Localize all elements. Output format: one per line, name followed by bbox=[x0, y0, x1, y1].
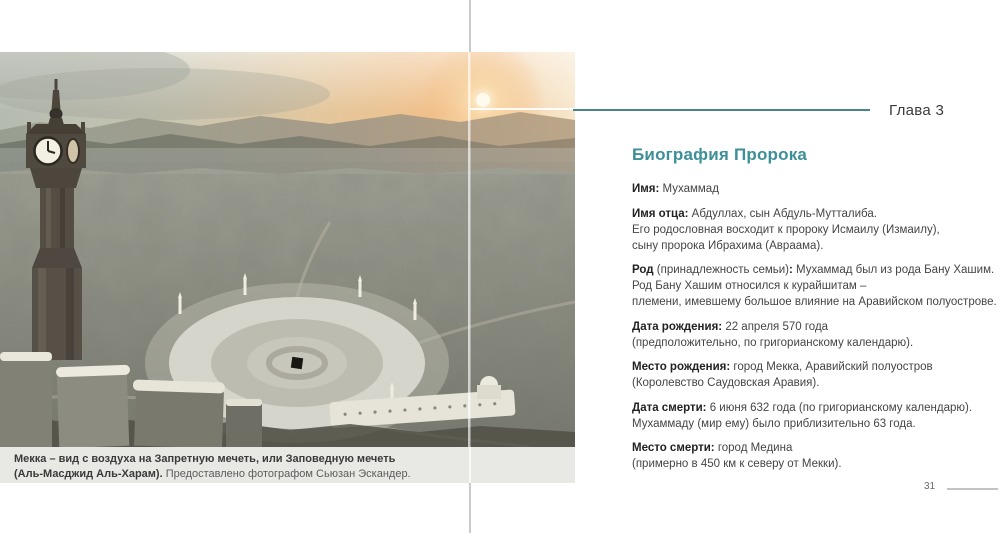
biography-paragraph bbox=[632, 206, 992, 254]
side-clock-face bbox=[67, 139, 79, 163]
spire bbox=[52, 90, 61, 110]
caption-line bbox=[14, 467, 575, 482]
bold-text-run: Мекка – вид с воздуха на Запретную мечеть, или Заповедную мечеть bbox=[14, 453, 396, 465]
text-run: (предположительно, по григорианскому календарю). bbox=[632, 336, 914, 349]
text-run: сыну пророка Ибрахима (Авраама). bbox=[632, 239, 824, 252]
text-run: (принадлежность семьи) bbox=[653, 264, 790, 276]
paragraph-line bbox=[632, 359, 992, 375]
paragraph-line bbox=[632, 238, 992, 254]
biography-paragraph bbox=[632, 359, 992, 391]
chapter-label: Глава 3 bbox=[889, 102, 945, 119]
page-number: 31 bbox=[924, 481, 936, 492]
fold-highlight-line bbox=[468, 52, 471, 447]
bold-text-run: Имя отца: bbox=[632, 207, 689, 220]
bold-text-run: Имя: bbox=[632, 183, 660, 195]
tower-shaft bbox=[40, 188, 74, 248]
text-run: 22 апреля 570 года bbox=[722, 320, 829, 333]
text-run: 6 июня 632 года (по григорианскому календарю). bbox=[706, 401, 973, 414]
bold-text-run: : bbox=[789, 264, 793, 276]
text-run: Мухаммаду (мир ему) было приблизительно 63 года. bbox=[632, 417, 916, 430]
text-run: Абдуллах, сын Абдуль-Мутталиба. bbox=[688, 207, 877, 220]
text-run: племени, имевшему большое влияние на Аравийском полуострове. bbox=[632, 296, 997, 308]
chapter-rule bbox=[573, 109, 870, 111]
text-run: Род Бану Хашим относился к курайшитам – bbox=[632, 280, 867, 292]
page-fold-line bbox=[469, 447, 471, 483]
paragraph-line bbox=[632, 206, 992, 222]
biography-paragraph bbox=[632, 319, 992, 351]
chapter-rule-over-photo bbox=[470, 108, 575, 110]
kaaba bbox=[291, 357, 303, 369]
paragraph-line bbox=[632, 222, 992, 238]
biography-paragraphs bbox=[632, 181, 997, 472]
bold-text-run: Место рождения: bbox=[632, 361, 731, 373]
paragraph-line bbox=[632, 319, 992, 335]
paragraph-line bbox=[632, 335, 992, 351]
text-run: Его родословная восходит к пророку Исмаилу (Измаилу), bbox=[632, 223, 940, 236]
biography-paragraph bbox=[632, 181, 992, 197]
page-fold-line bbox=[469, 483, 471, 533]
bold-text-run: Дата смерти: bbox=[632, 401, 707, 414]
biography-article bbox=[632, 145, 997, 481]
haze-cloud bbox=[0, 68, 330, 120]
text-run: город Мекка, Аравийский полуостров bbox=[730, 361, 933, 373]
paragraph-line bbox=[632, 278, 992, 294]
page-fold-line bbox=[469, 0, 471, 52]
page-number-rule bbox=[947, 488, 998, 490]
bold-text-run: Род bbox=[632, 264, 654, 276]
text-run: Мухаммад был из рода Бану Хашим. bbox=[792, 264, 995, 276]
paragraph-line bbox=[632, 181, 992, 197]
article-title: Биография Пророка bbox=[632, 145, 808, 164]
bold-text-run: Место смерти: bbox=[632, 442, 715, 454]
biography-paragraph bbox=[632, 440, 992, 472]
mecca-photo bbox=[0, 52, 575, 447]
text-run: Предоставлено фотографом Сьюзан Эскандер. bbox=[162, 468, 411, 480]
sun bbox=[476, 93, 490, 107]
caption-line bbox=[14, 452, 575, 467]
biography-paragraph bbox=[632, 400, 992, 432]
text-run: (Королевство Саудовская Аравия). bbox=[632, 377, 820, 389]
text-run: (примерно в 450 км к северу от Мекки). bbox=[632, 458, 842, 470]
paragraph-line bbox=[632, 440, 992, 456]
paragraph-line bbox=[632, 375, 992, 391]
bold-text-run: (Аль-Масджид Аль-Харам). bbox=[14, 468, 163, 480]
photo-caption bbox=[0, 447, 575, 483]
paragraph-line bbox=[632, 294, 997, 310]
paragraph-line bbox=[632, 416, 992, 432]
paragraph-line bbox=[632, 456, 992, 472]
text-run: город Медина bbox=[714, 442, 793, 454]
text-run: Мухаммад bbox=[659, 183, 719, 195]
biography-paragraph bbox=[632, 262, 997, 310]
mecca-photo-illustration bbox=[0, 52, 575, 447]
bold-text-run: Дата рождения: bbox=[632, 320, 723, 333]
paragraph-line bbox=[632, 400, 992, 416]
paragraph-line bbox=[632, 262, 995, 278]
